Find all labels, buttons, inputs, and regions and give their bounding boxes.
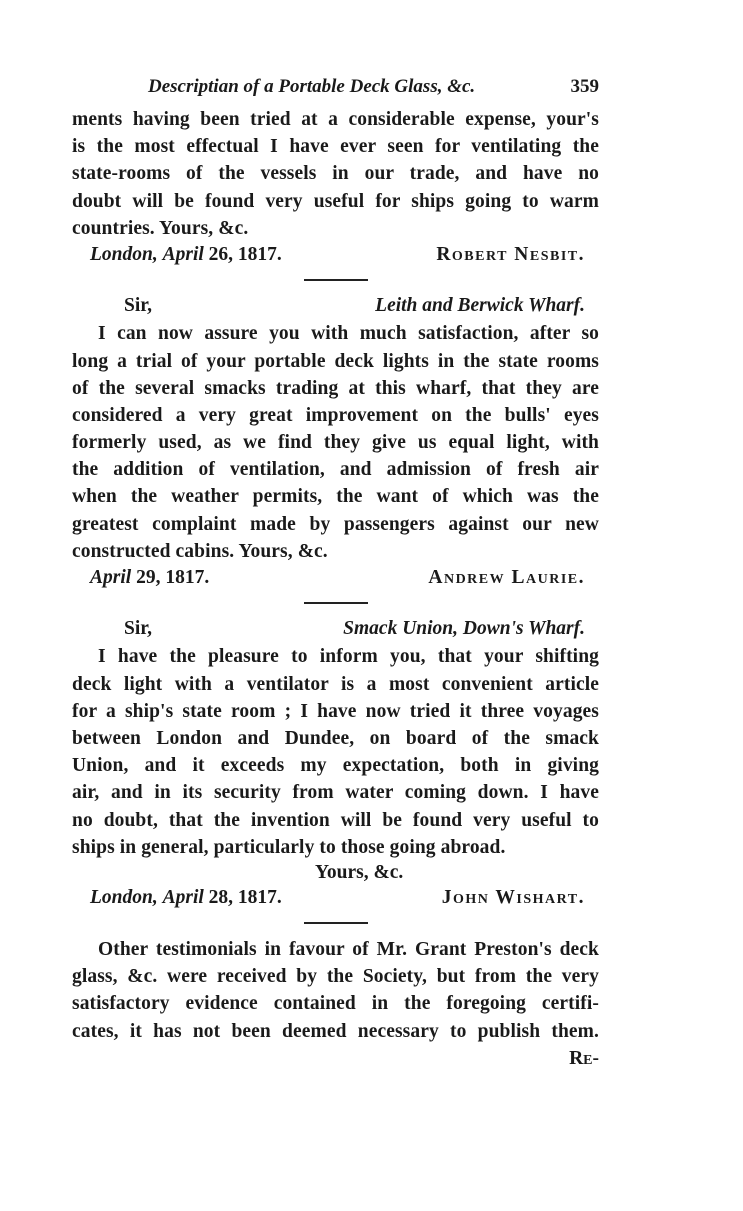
- text-line: no doubt, that the invention will be found very useful to: [72, 809, 599, 831]
- salutation-line: [72, 293, 599, 320]
- text-line: countries. Yours, &c.: [72, 217, 249, 239]
- page-number: 359: [570, 76, 599, 97]
- text-line: considered a very great improvement on the bulls' eyes: [72, 404, 599, 426]
- text-line: constructed cabins. Yours, &c.: [72, 540, 328, 562]
- letter-date: London, April 28, 1817.: [90, 886, 282, 908]
- section-divider: [304, 279, 368, 281]
- signatory-name: Robert Nesbit.: [436, 243, 585, 265]
- signature-line: [72, 885, 599, 912]
- text-line: air, and in its security from water coming down. I have: [72, 782, 599, 804]
- text-line: Union, and it exceeds my expectation, both in giving: [72, 755, 599, 777]
- text-line: the addition of ventilation, and admission of fresh air: [72, 459, 599, 481]
- text-line: Other testimonials in favour of Mr. Grant Preston's deck: [98, 939, 599, 961]
- text-line: greatest complaint made by passengers against our new: [72, 513, 599, 535]
- text-line: for a ship's state room ; I have now tried it three voyages: [72, 700, 599, 722]
- text-line: cates, it has not been deemed necessary to publish them.: [72, 1020, 599, 1042]
- letter-john-wishart: [72, 616, 599, 912]
- letter-date: April 29, 1817.: [90, 567, 210, 588]
- section-divider: [304, 922, 368, 924]
- text-line: I have the pleasure to inform you, that your shifting: [98, 646, 599, 668]
- section-divider: [304, 602, 368, 604]
- letter-robert-nesbit: [72, 106, 599, 269]
- running-title: Descriptian of a Portable Deck Glass, &c.: [148, 76, 476, 97]
- signatory-name: John Wishart.: [441, 886, 585, 908]
- text-line: when the weather permits, the want of which was the: [72, 486, 599, 508]
- letter-andrew-laurie: [72, 293, 599, 592]
- text-line: of the several smacks trading at this wharf, that they are: [72, 377, 599, 399]
- letter-place: Smack Union, Down's Wharf.: [343, 618, 585, 640]
- page-header: [72, 70, 599, 106]
- letter-place: Leith and Berwick Wharf.: [375, 295, 585, 317]
- text-line: glass, &c. were received by the Society, but from the very: [72, 966, 599, 988]
- text-line: long a trial of your portable deck lights in the state rooms: [72, 350, 599, 372]
- closing: Yours, &c.: [315, 861, 404, 883]
- catchword: Re-: [569, 1047, 599, 1069]
- text-line: satisfactory evidence contained in the foregoing certifi-: [72, 993, 599, 1015]
- signature-line: [72, 242, 599, 269]
- text-line: between London and Dundee, on board of the smack: [72, 727, 599, 749]
- salutation-line: [72, 616, 599, 643]
- text-line: ments having been tried at a considerable expense, your's: [72, 109, 599, 130]
- text-line: doubt will be found very useful for ships going to warm: [72, 190, 599, 212]
- text-line: ships in general, particularly to those going abroad.: [72, 836, 506, 858]
- book-page: [72, 70, 599, 1072]
- text-line: deck light with a ventilator is a most convenient article: [72, 673, 599, 695]
- text-line: formerly used, as we find they give us equal light, with: [72, 432, 599, 454]
- letter-date: London, April 26, 1817.: [90, 243, 282, 265]
- closing-paragraph: [72, 936, 599, 1072]
- text-line: I can now assure you with much satisfaction, after so: [98, 323, 599, 345]
- signatory-name: Andrew Laurie.: [428, 567, 585, 588]
- text-line: state-rooms of the vessels in our trade, and have no: [72, 163, 599, 185]
- salutation: Sir,: [124, 618, 153, 640]
- text-line: is the most effectual I have ever seen for ventilating the: [72, 136, 599, 158]
- signature-line: [72, 565, 599, 592]
- salutation: Sir,: [124, 295, 153, 317]
